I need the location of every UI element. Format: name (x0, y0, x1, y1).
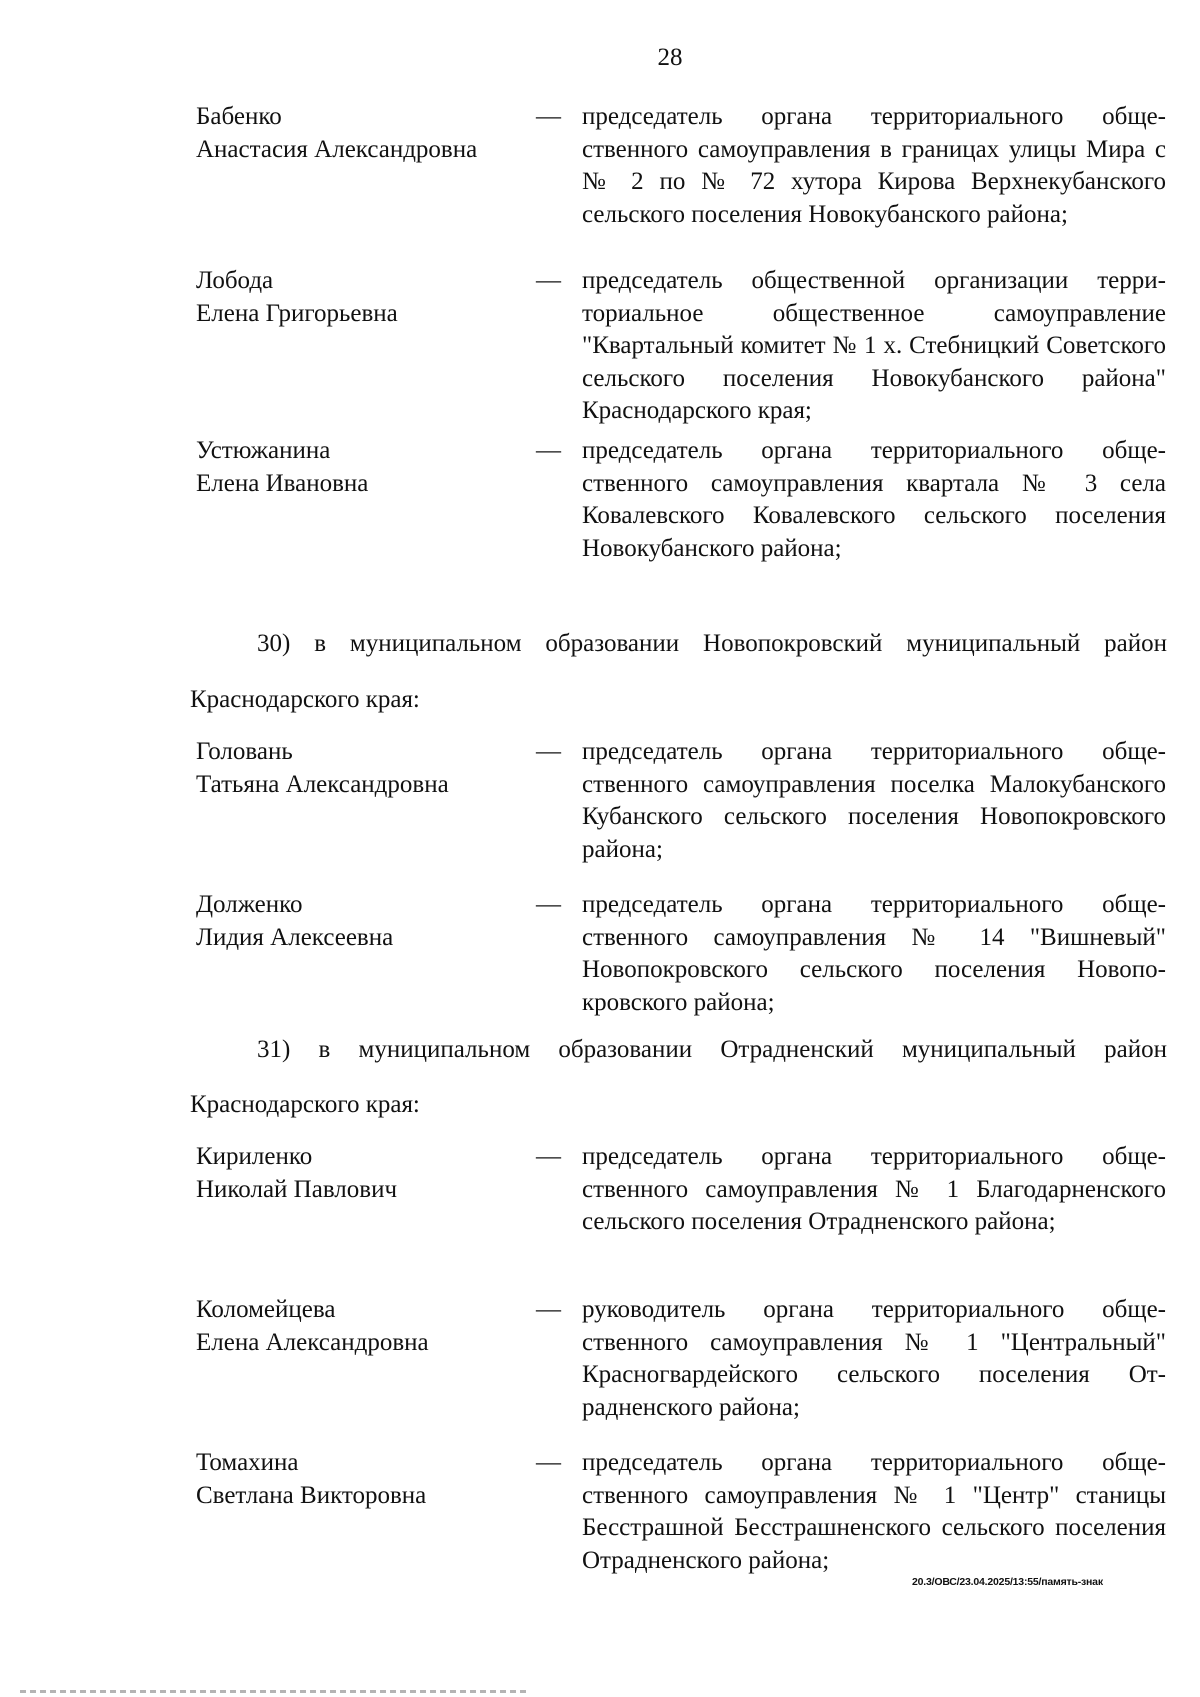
scan-artifact-line (20, 1690, 530, 1693)
surname: Кириленко (196, 1143, 313, 1170)
entry-kirilenko (196, 1141, 1166, 1239)
dash: — (536, 1449, 561, 1476)
entry-babenko (196, 101, 1166, 231)
surname: Головань (196, 738, 293, 765)
given-names: Николай Павлович (196, 1175, 398, 1203)
person-name (196, 1447, 516, 1512)
position-description: председатель органа территориального общественного самоуправления № 1 "Центр" станицы Бесстрашной Бесстрашненского сельского поселения Отрадненского района; (582, 1449, 1166, 1574)
entry-dolzhenko (196, 889, 1166, 1019)
document-code: 20.3/ОВС/23.04.2025/13:55/память-знак (912, 1576, 1103, 1588)
surname: Коломейцева (196, 1296, 336, 1323)
person-name (196, 435, 516, 500)
dash: — (536, 267, 561, 294)
person-name (196, 889, 516, 954)
person-name (196, 265, 516, 330)
dash: — (536, 1143, 561, 1170)
dash: — (536, 738, 561, 765)
position-description: председатель органа территориального общественного самоуправления № 1 Благодарненского сельского поселения Отрадненского района; (582, 1143, 1166, 1235)
given-names: Светлана Викторовна (196, 1481, 427, 1509)
surname: Томахина (196, 1449, 299, 1476)
person-name (196, 736, 516, 801)
section-30-heading: 30) в муниципальном образовании Новопокровский муниципальный район (257, 630, 1167, 657)
position-description: председатель органа территориального общественного самоуправления поселка Малокубанского Кубанского сельского поселения Новопокровского района; (582, 738, 1166, 863)
given-names: Елена Григорьевна (196, 299, 398, 327)
given-names: Елена Александровна (196, 1328, 429, 1356)
person-name (196, 1141, 516, 1206)
given-names: Лидия Алексеевна (196, 923, 394, 951)
person-name (196, 101, 516, 166)
given-names: Елена Ивановна (196, 469, 369, 497)
surname: Лобода (196, 267, 274, 294)
entry-tomakhina (196, 1447, 1166, 1577)
dash: — (536, 437, 561, 464)
entry-golovan (196, 736, 1166, 866)
given-names: Анастасия Александровна (196, 135, 478, 163)
dash: — (536, 891, 561, 918)
position-description: председатель общественной организации территориальное общественное самоуправление "Квартальный комитет № 1 х. Стебницкий Советского сельского поселения Новокубанского района" Краснодарского края; (582, 267, 1166, 424)
surname: Устюжанина (196, 437, 331, 464)
entry-kolomeytseva (196, 1294, 1166, 1424)
entry-ustyuzhanina (196, 435, 1166, 565)
position-description: председатель органа территориального общественного самоуправления в границах улицы Мира с № 2 по № 72 хутора Кирова Верхнекубанского сельского поселения Новокубанского района; (582, 103, 1166, 228)
person-name (196, 1294, 516, 1359)
section-30-continuation: Краснодарского края: (190, 686, 420, 713)
entry-loboda (196, 265, 1166, 428)
surname: Долженко (196, 891, 303, 918)
section-31-heading: 31) в муниципальном образовании Отрадненский муниципальный район (257, 1036, 1167, 1063)
page-number: 28 (657, 44, 683, 71)
surname: Бабенко (196, 103, 282, 130)
given-names: Татьяна Александровна (196, 770, 449, 798)
section-31-continuation: Краснодарского края: (190, 1091, 420, 1118)
position-description: руководитель органа территориального общественного самоуправления № 1 "Центральный" Красногвардейского сельского поселения Отрадненского района; (582, 1296, 1166, 1421)
position-description: председатель органа территориального общественного самоуправления № 14 "Вишневый" Новопокровского сельского поселения Новопокровского района; (582, 891, 1166, 1016)
position-description: председатель органа территориального общественного самоуправления квартала № 3 села Ковалевского Ковалевского сельского поселения Новокубанского района; (582, 437, 1166, 562)
dash: — (536, 1296, 561, 1323)
dash: — (536, 103, 561, 130)
